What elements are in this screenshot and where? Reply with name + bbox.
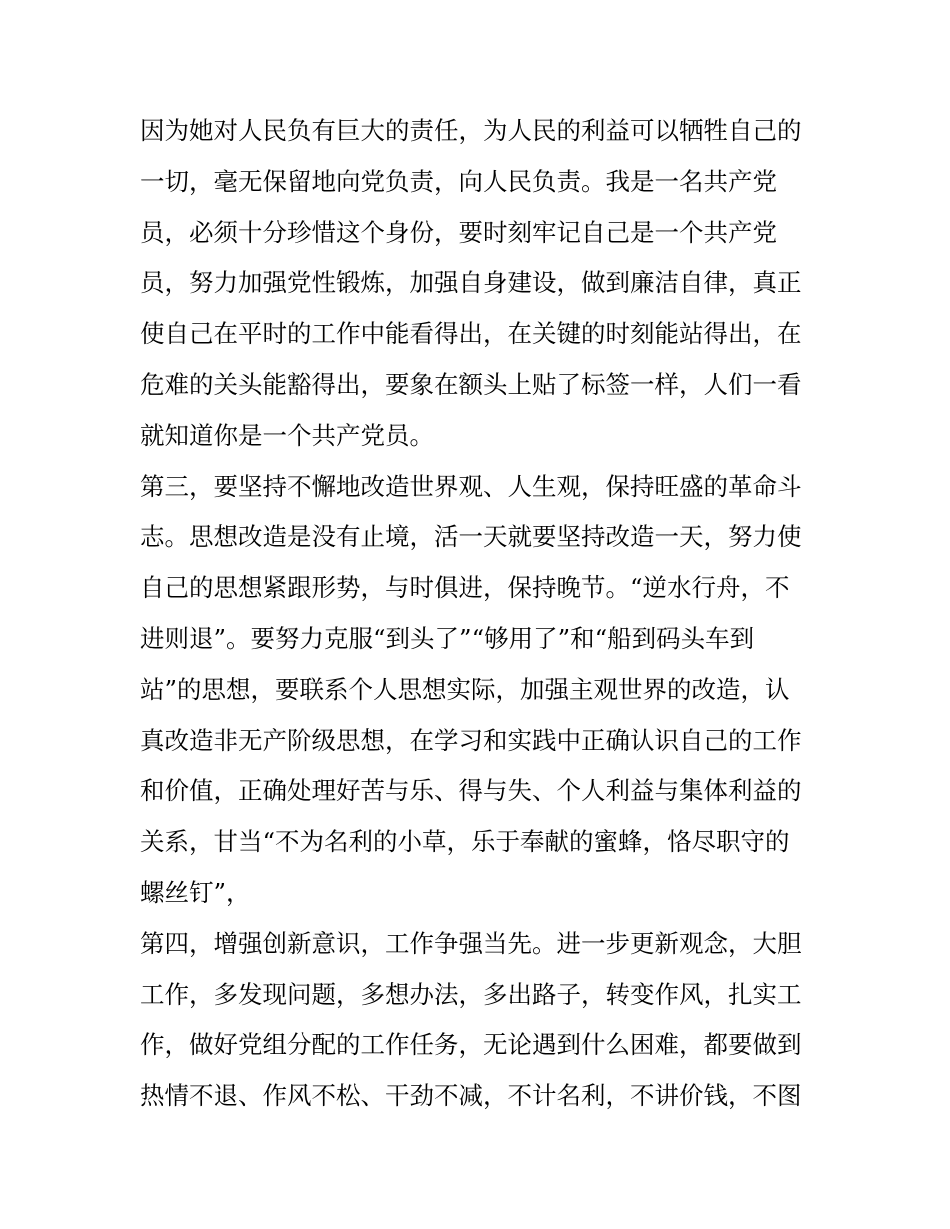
text-line: 关系，甘当“不为名利的小草，乐于奉献的蜜蜂，恪尽职守的 [140, 827, 790, 857]
text-line: 热情不退、作风不松、干劲不减，不计名利，不讲价钱，不图 [140, 1081, 802, 1111]
text-line: 站”的思想，要联系个人思想实际，加强主观世界的改造，认 [140, 674, 790, 704]
text-line: 螺丝钉”， [140, 877, 251, 907]
text-line: 和价值，正确处理好苦与乐、得与失、个人利益与集体利益的 [140, 776, 802, 806]
text-line: 志。思想改造是没有止境，活一天就要坚持改造一天，努力使 [140, 522, 802, 552]
text-line: 第四，增强创新意识，工作争强当先。进一步更新观念，大胆 [140, 928, 802, 958]
text-line: 真改造非无产阶级思想，在学习和实践中正确认识自己的工作 [140, 725, 802, 755]
text-line: 作，做好党组分配的工作任务，无论遇到什么困难，都要做到 [140, 1030, 802, 1060]
body-text [140, 106, 820, 1122]
text-line: 危难的关头能豁得出，要象在额头上贴了标签一样，人们一看 [140, 369, 802, 399]
text-line: 员，必须十分珍惜这个身份，要时刻牢记自己是一个共产党 [140, 217, 777, 247]
text-line: 第三，要坚持不懈地改造世界观、人生观，保持旺盛的革命斗 [140, 471, 802, 501]
text-line: 进则退”。要努力克服“到头了”“够用了”和“船到码头车到 [140, 623, 755, 653]
text-line: 使自己在平时的工作中能看得出，在关键的时刻能站得出，在 [140, 319, 802, 349]
text-line: 就知道你是一个共产党员。 [140, 420, 434, 450]
text-line: 工作，多发现问题，多想办法，多出路子，转变作风，扎实工 [140, 979, 802, 1009]
text-line: 因为她对人民负有巨大的责任，为人民的利益可以牺牲自己的 [140, 116, 802, 145]
text-line: 一切，毫无保留地向党负责，向人民负责。我是一名共产党 [140, 166, 777, 196]
text-line: 自己的思想紧跟形势，与时俱进，保持晚节。“逆水行舟，不 [140, 573, 790, 603]
text-line: 员，努力加强党性锻炼，加强自身建设，做到廉洁自律，真正 [140, 268, 802, 298]
